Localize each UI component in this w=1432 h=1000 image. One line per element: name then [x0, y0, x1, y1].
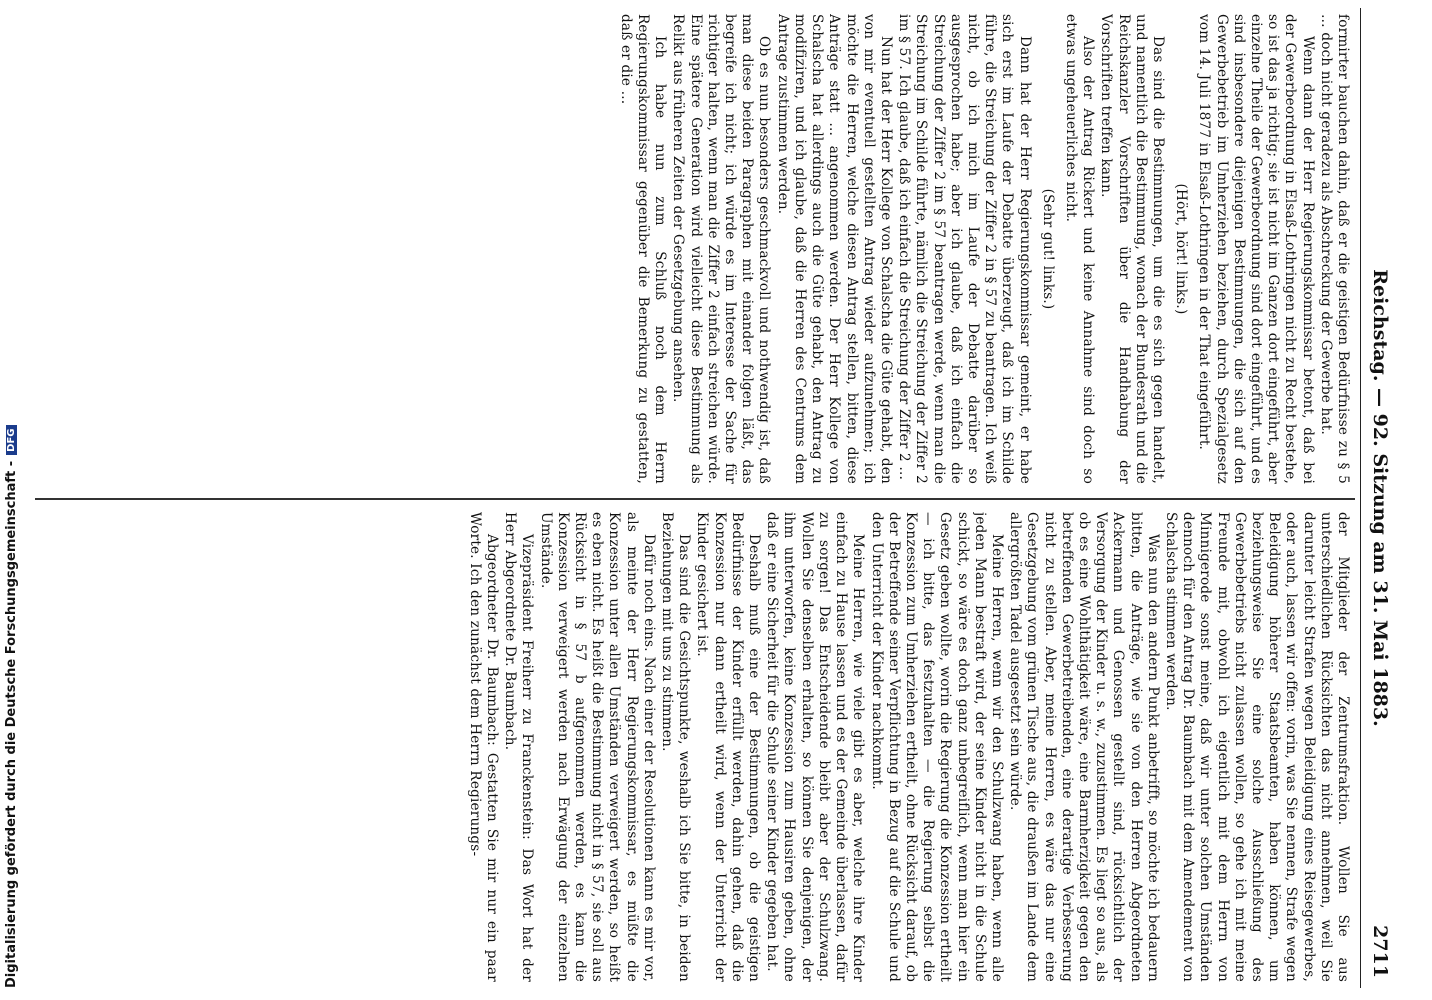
column-divider — [35, 498, 1355, 500]
credit-text: Digitalisierung gefördert durch die Deutsche Forschungsgemeinschaft - — [4, 460, 19, 988]
paragraph: Wenn dann der Herr Regierungskommissar betont, daß bei der Gewerbeordnung in Elsaß-Lothringen nicht zu Recht bestehe, so ist das ja richtig; sie ist nicht im Ganzen dort eingeführt, aber einzelne Theile der Gewerbeordnung sind dort eingeführt, und es sind insbesondere diejenigen Bestimmungen, die sich auf den Gewerbebetrieb im Umherziehen beziehen, durch Spezialgesetz vom 14. Juli 1877 in Elsaß-Lothringen in der That eingeführt. — [1196, 14, 1316, 484]
page-header — [1360, 8, 1395, 988]
interjection: (Hört, hört! links.) — [1173, 183, 1190, 315]
document-page — [30, 8, 1395, 988]
paragraph: Ob es nun besonders geschmackvoll und nothwendig ist, daß man diese beiden Paragraphen mit einander folgen läßt, das begreife ich nicht; ich würde es im Interesse der Sache für richtiger halten, wenn man die Ziffer 2 einfach streichen würde. Eine spätere Generation wird vielleicht diese Bestimmung als Relikt aus früheren Zeiten der Gesetzgebung ansehen. — [670, 14, 773, 484]
paragraph: Ich habe nun zum Schluß noch dem Herrn Regierungskommissar gegenüber die Bemerkung zu gestatten, daß er die … — [617, 14, 669, 484]
paragraph: Dann hat der Herr Regierungskommissar gemeint, er habe sich erst im Laufe der Debatte überzeugt, daß ich im Schilde führe, die Streichung der Ziffer 2 in § 57 zu beantragen. Ich weiß nicht, ob ich mich im Laufe der Debatte darüber so ausgesprochen habe; aber ich glaube, daß ich einfach die Streichung der Ziffer 2 im § 57 beantragen werde, wenn man die Streichung im Schilde führte, nämlich die Streichung der Ziffer 2 im § 57. Ich glaube, daß ich einfach die Streichung der Ziffer 2 … — [896, 14, 1033, 484]
interjection: (Sehr gut! links.) — [1039, 188, 1056, 310]
speaker-paragraph: Abgeordneter Dr. Baumbach: Gestatten Sie mir nur ein paar Worte. Ich den zunächst dem Herrn Regierungs- — [466, 512, 501, 982]
paragraph: Das sind die Bestimmungen, um die es sich gegen handelt, und namentlich die Bestimmung, wonach der Bundesrath und die Reichskanzler Vorschriften über die Handhabung der Vorschriften treffen kann. — [1098, 14, 1166, 484]
paragraph: der Mitglieder der Zentrumsfraktion. Wollen Sie aus unterschiedlichen Rücksichten das nicht annehmen, weil Sie darunter leicht Strafen wegen Beleidigung eines Reisegewerbes, oder auch, lassen wir offen: vorin, was Sie nennen, Strafe wegen Beleidigung höherer Staatsbeamten, haben können, um beziehungsweise Sie eine solche Ausschließung des Gewerbebetriebs nicht zulassen wollen, so gehe ich mit meine Freunde mit, obwohl ich eigentlich mit dem Herrn von Minnigerode sonst meine, daß wir unter solchen Umständen dennoch für den Antrag Dr. Baumbach mit dem Amendement von Schalscha stimmen werden. — [1162, 512, 1351, 982]
page-number: 2711 — [1369, 925, 1391, 978]
paragraph: Meine Herren, wie viele gibt es aber, welche ihre Kinder einfach zu Hause lassen und es der Gemeinde überlassen, dafür zu sorgen! Das Entscheidende bleibt aber der Schulzwang. Wollen Sie denselben erhalten, so können Sie denjenigen, der ihm unterworfen, keine Konzession zum Hausiren geben, ohne daß er eine Sicherheit für die Schule seiner Kinder gegeben hat. — [764, 512, 867, 982]
paragraph: Das sind die Gesichtspunkte, weshalb ich Sie bitte, in beiden Beziehungen mit uns zu stimmen. — [659, 512, 693, 982]
digitization-credit — [4, 426, 19, 989]
digitization-sidebar — [0, 0, 30, 1000]
dfg-logo: DFG — [6, 426, 17, 455]
paragraph: formirter bauchen dahin, daß er die geistigen Bedürfnisse zu § 5 … doch nicht geradezu als Abschreckung der Gewerbe hat. — [1317, 14, 1351, 484]
left-column — [41, 14, 1351, 484]
paragraph: Also der Antrag Rickert und keine Annahme sind doch so etwas ungeheuerliches nicht. — [1062, 14, 1097, 484]
paragraph: Meine Herren, wenn wir den Schulzwang haben, wenn alle jeden Mann bestraft wird, der seine Kinder nicht in die Schule schickt, so wäre es doch ganz unbegreiflich, wenn man hier ein Gesetz geben wollte, worin die Regierung die Konzession ertheilt — ich bitte, das festzuhalten — die Regierung selbst die Konzession zum Umherziehen ertheilt, ohne Rücksicht darauf, ob der Betreffende seiner Verpflichtung in Bezug auf die Schule und den Unterricht der Kinder nachkommt. — [868, 512, 1005, 982]
right-column — [41, 512, 1351, 982]
paragraph: Nun hat der Herr Kollege von Schalscha die Güte gehabt, den von mir eventuell gestellten Antrag wieder aufzunehmen; ich möchte die Herren, welche diesen Antrag stellen, bitten, diese Anträge statt … angenommen werden. Der Herr Kollege von Schalscha hat allerdings auch die Güte gehabt, den Antrag zu modifiziren, und ich glaube, daß die Herren des Centrums dem Antrage zustimmen werden. — [774, 14, 894, 484]
page-title: Reichstag. — 92. Sitzung am 31. Mai 1883. — [1369, 269, 1391, 727]
paragraph: Dafür noch eins. Nach einer der Resolutionen kann es mir vor, als meinte der Herr Regierungskommissar, es müßte die Konzession unter allen Umständen verweigert werden, so heißt es eben nicht. Es heißt die Bestimmung nicht in § 57, sie soll aus Rücksicht in § 57 b aufgenommen werden, es kann die Konzession verweigert werden nach Erwägung der einzelnen Umstände. — [537, 512, 657, 982]
speaker-paragraph: Vizepräsident Freiherr zu Franckenstein: Das Wort hat der Herr Abgeordnete Dr. Baumbach. — [502, 512, 536, 982]
paragraph: Deshalb muß eine der Bestimmungen, ob die geistigen Bedürfnisse der Kinder erfüllt werden, dahin gehen, daß die Konzession nur dann ertheilt wird, wenn der Unterricht der Kinder gesichert ist. — [694, 512, 763, 982]
paragraph: Was nun den andern Punkt anbetrifft, so möchte ich bedauern bitten, die Anträge, wie sie von den Herren Abgeordneten Ackermann und Genossen gestellt sind, rücksichtlich der Versorgung der Kinder u. s. w., zuzustimmen. Es liegt so aus, als ob es eine Wohlthätigkeit wäre, eine Barmherzigkeit gegen den betreffenden Gewerbetreibenden, eine derartige Verbesserung nicht zu stellen. Aber, meine Herren, es wäre das nur eine Gesetzgebung vom grünen Tische aus, die draußen im Lande dem allergrößten Tadel ausgesetzt sein würde. — [1007, 512, 1161, 982]
